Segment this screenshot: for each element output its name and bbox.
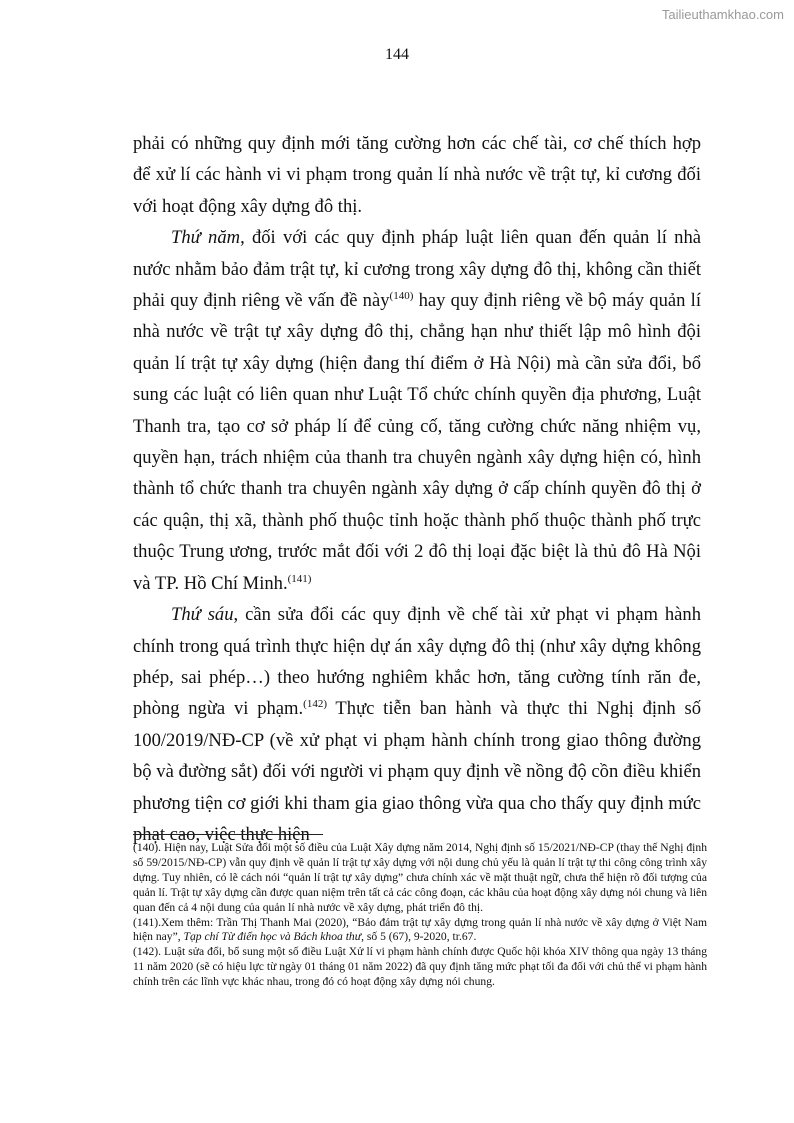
paragraph-3 [133, 599, 701, 850]
footnote-ref-142[interactable]: (142) [303, 698, 327, 711]
footnote-141 [133, 916, 707, 946]
footnote-140: (140). Hiện nay, Luật Sửa đổi một số điều của Luật Xây dựng năm 2014, Nghị định số 15/2021/NĐ-CP (thay thế Nghị định số 59/2015/NĐ-CP) vẫn quy định về quản lí trật tự xây dựng với nội dung chủ yếu là quản lí trật tự thi công công trình xây dựng. Tuy nhiên, có lẽ cách nói “quản lí trật tự xây dựng” chưa chính xác về mặt thuật ngữ, chưa thể hiện rõ đối tượng của quản lí. Trật tự xây dựng cần được quan niệm trên tất cả các công đoạn, các khâu của hoạt động xây dựng nói chung và liên quan đến cả 4 nội dung của quản lí nhà nước về xây dựng, phát triển đô thị. [133, 841, 707, 914]
paragraph-2 [133, 222, 701, 599]
footnote-142: (142). Luật sửa đổi, bổ sung một số điều Luật Xử lí vi phạm hành chính được Quốc hội khóa XIV thông qua ngày 13 tháng 11 năm 2020 (sẽ có hiệu lực từ ngày 01 tháng 01 năm 2022) đã quy định tăng mức phạt tối đa đối với chủ thể vi phạm hành chính trên các lĩnh vực khác nhau, trong đó có hoạt động xây dựng nói chung. [133, 945, 707, 989]
page-number: 144 [385, 46, 409, 63]
footnote-141-journal: Tạp chí Từ điển học và Bách khoa thư [183, 930, 362, 944]
footnote-ref-141[interactable]: (141) [287, 572, 312, 585]
footnote-divider [133, 834, 323, 835]
paragraph-2-text-b: hay quy định riêng về bộ máy quản lí nhà nước về trật tự xây dựng đô thị, chẳng hạn như thiết lập mô hình đội quản lí trật tự xây dựng (hiện đang thí điểm ở Hà Nội) mà cần sửa đổi, bổ sung các luật có liên quan như Luật Tổ chức chính quyền địa phương, Luật Thanh tra, tạo cơ sở pháp lí để củng cố, tăng cường chức năng nhiệm vụ, quyền hạn, trách nhiệm của thanh tra chuyên ngành xây dựng hiện có, hình thành tổ chức thanh tra chuyên ngành xây dựng ở cấp chính quyền đô thị ở các quận, thị xã, thành phố thuộc tỉnh hoặc thành phố thuộc thành phố trực thuộc Trung ương, trước mắt đối với 2 đô thị loại đặc biệt là thủ đô Hà Nội và TP. Hồ Chí Minh. [133, 290, 702, 594]
body-text [133, 128, 701, 850]
paragraph-3-lead: Thứ sáu [171, 604, 234, 626]
paragraph-2-lead: Thứ năm [171, 227, 241, 249]
watermark: Tailieuthamkhao.com [661, 7, 784, 22]
footnote-ref-140[interactable]: (140) [389, 290, 414, 303]
paragraph-2-text-a: , đối với các quy định pháp luật liên quan đến quản lí nhà nước nhằm bảo đảm trật tự, kỉ cương trong xây dựng đô thị, không cần thiết phải quy định riêng về vấn đề này [133, 227, 701, 312]
paragraph-3-text-a: , cần sửa đổi các quy định về chế tài xử phạt vi phạm hành chính trong quá trình thực hiện dự án xây dựng đô thị (như xây dựng không phép, sai phép…) theo hướng nghiêm khắc hơn, tăng cường tính răn đe, phòng ngừa vi phạm. [133, 604, 701, 720]
footnotes [133, 841, 707, 990]
footnote-141-text-b: , số 5 (67), 9-2020, tr.67. [361, 930, 477, 944]
footnote-141-text-a: (141).Xem thêm: Trần Thị Thanh Mai (2020), “Bảo đảm trật tự xây dựng trong quản lí nhà nước về xây dựng ở Việt Nam hiện nay”, [133, 915, 707, 944]
paragraph-1: phải có những quy định mới tăng cường hơn các chế tài, cơ chế thích hợp để xử lí các hành vi vi phạm trong quản lí nhà nước về trật tự, kỉ cương đối với hoạt động xây dựng đô thị. [133, 133, 701, 217]
paragraph-3-text-b: Thực tiễn ban hành và thực thi Nghị định số 100/2019/NĐ-CP (về xử phạt vi phạm hành chính trong giao thông đường bộ và đường sắt) đối với người vi phạm quy định về nồng độ cồn điều khiển phương tiện cơ giới khi tham gia giao thông vừa qua cho thấy quy định mức phạt cao, việc thực hiện [133, 698, 701, 845]
